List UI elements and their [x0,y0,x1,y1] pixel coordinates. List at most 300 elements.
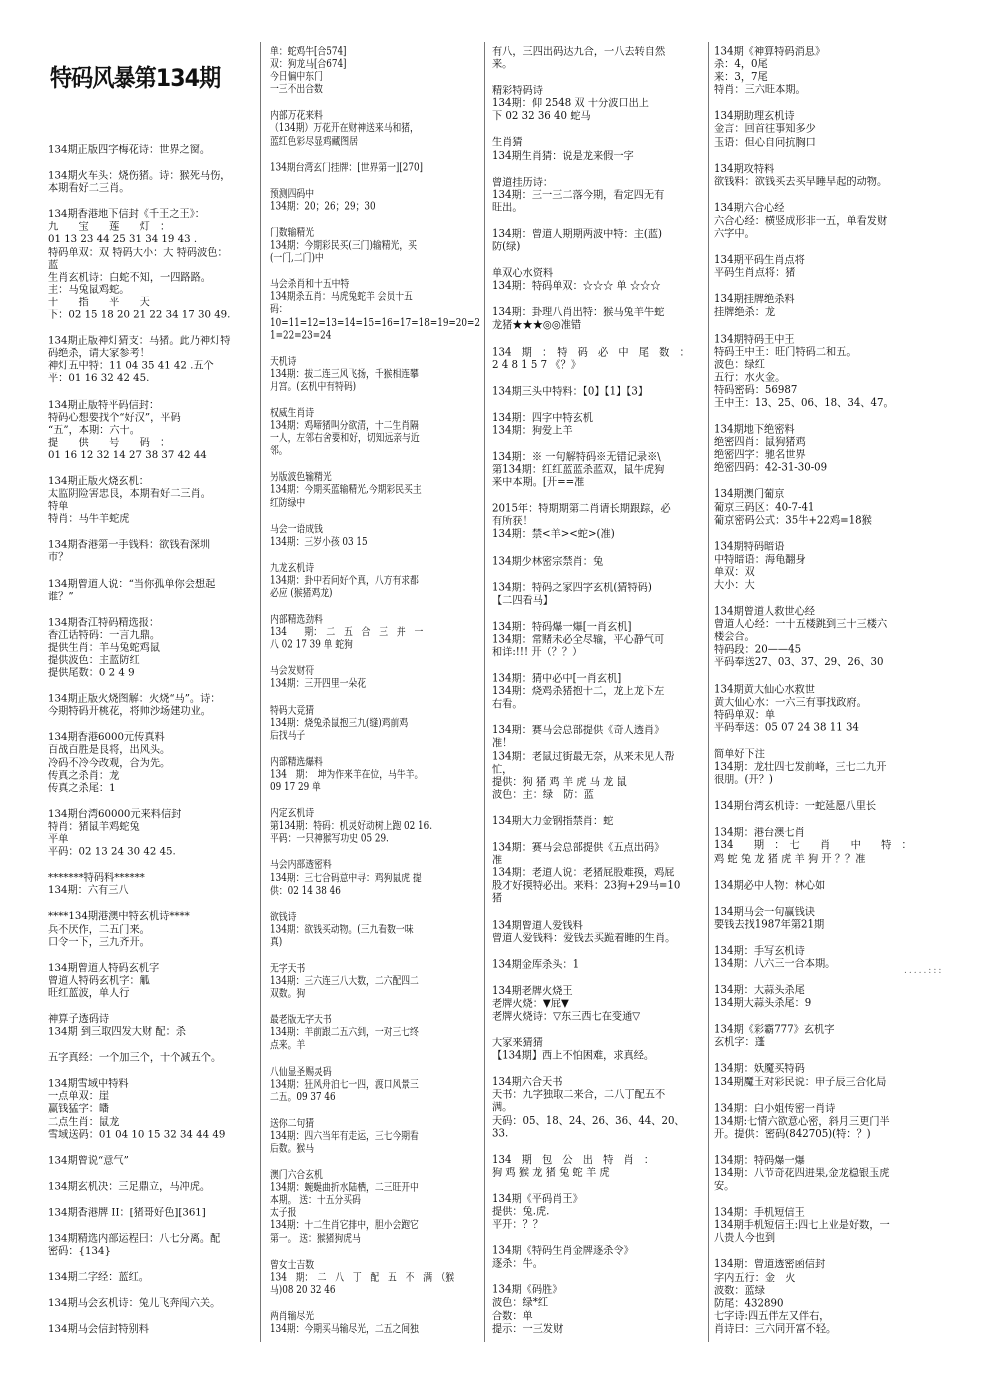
text-block [492,229,704,255]
text-line: 提示：一三发财 [492,1322,564,1335]
text-line: 134期香江特码精选报： [48,616,160,629]
text-block [714,801,928,814]
text-line: 蓝红色彩尽显鸡藏图居 [270,135,359,148]
text-block [714,1207,928,1245]
text-line: 134期：赛马会总部提供《奇人透肖》 [492,725,665,737]
text-line: 平码奉送27、03、37、29、26、30 [714,657,884,669]
text-block [270,227,480,265]
text-line: 134期：三开四里一朵花 [270,678,367,690]
block-gap [270,342,480,356]
text-line: 传真之杀肖：龙 [48,769,120,782]
text-line: 134期大力金钢指禁肖：蛇 [492,815,614,828]
text-block [714,163,928,189]
text-line: 来。 [492,58,513,71]
text-line: 葡京密码公式：35牛+22鸡=18猴 [714,514,872,527]
text-line: 134期曾道人救世心经 [714,605,815,618]
column-3-body [492,46,704,1336]
text-line: 134期正版四字梅花诗：世界之窗。 [48,144,211,156]
text-line: 134期香港6000元传真料 [48,732,165,744]
text-block [714,333,928,410]
text-line: 生肖猜 [492,137,523,149]
block-gap [48,1000,258,1014]
text-line: 【134期】西上不怕困难，求真经。 [492,1050,655,1062]
text-line: 杀：4，0尾 [714,58,768,71]
block-gap [714,1245,928,1259]
text-line: 134期：禁<羊><蛇>(准) [492,528,615,541]
text-line: 马)08 20 32 46 [270,1284,336,1297]
text-block [48,617,258,680]
text-line: 马会杀肖和十五中特 [270,278,350,291]
text-line: 特码心想要找个“好汉”，平码 [48,411,181,424]
block-gap [492,802,704,816]
text-line: 主：马兔鼠鸡蛇。 [48,284,130,296]
text-line: 预测四码中 [270,188,315,200]
text-line: 无字天书 [270,962,306,975]
text-line: 特码单双：双 特码大小：大 特码波色： [48,246,228,258]
block-gap [270,652,480,666]
text-block [48,732,258,795]
text-block [714,1155,928,1193]
text-block [492,1245,704,1271]
text-line: 简单好下注 [714,748,765,761]
text-line: 134 期 ： 七 肖 中 特 ： [714,840,912,852]
block-gap [48,1193,258,1207]
text-line: 134期：今期彩民买(三门)输精光，买 [270,239,417,252]
text-block [492,816,704,829]
block-gap [492,333,704,347]
text-line: 后找马子 [270,730,306,742]
column-2 [270,0,480,1388]
text-line: 下：02 15 18 20 21 22 34 17 30 49. [48,309,231,321]
block-gap [48,386,258,400]
text-line: ****134期港澳中特玄机诗**** [48,911,190,923]
text-line: 134期：妖魔买特码 [714,1063,805,1076]
block-gap [270,458,480,472]
block-gap [270,691,480,705]
text-block [48,144,258,157]
text-line: 今日偏中东门 [270,71,323,83]
text-block [492,177,704,215]
text-block [492,725,704,802]
block-gap [714,932,928,946]
text-line: 五字真经：一个加三个，十个减五个。 [48,1052,222,1064]
text-line: 134期：仰 2548 双 十分波口出上 [492,98,649,110]
text-block [492,582,704,608]
column-divider [484,42,485,1342]
text-line: 送你二句猜 [270,1117,315,1130]
text-line: 特码大竞猜 [270,704,315,717]
text-block [492,555,704,568]
text-line: 134期：今期买蓝输精光,今期彩民买主 [270,484,422,497]
text-line: 来中本期。[开==准 [492,476,585,489]
text-block [714,46,928,97]
text-block [270,46,480,97]
text-line: 134期：曾道人期期两波中特：主(蓝) [492,228,663,241]
block-gap [48,859,258,873]
text-block [270,1118,480,1156]
text-line: 二五。09 37 46 [270,1091,336,1104]
text-line: 蓝 [48,259,59,271]
block-gap [714,735,928,749]
text-line: 134期：八节奇花四进果,金龙稳银玉虎 [714,1167,890,1180]
text-line: 第一。 送：猴猪狗虎马 [270,1232,361,1245]
column-1-body [48,144,258,1336]
text-line: 神灯五中特：11 04 35 41 42 .五个 [48,360,214,373]
text-line: 134期台湾玄门挂牌：[世界第一][270] [270,161,424,174]
block-gap [48,795,258,809]
text-line: 一点单双：崖 [48,1090,110,1103]
text-line: 绝密四码：42-31-30-09 [714,462,828,474]
block-gap [270,949,480,963]
text-line: 波色：主：绿 防：蓝 [492,789,594,801]
text-line: 134期老牌火烧王 [492,985,573,997]
block-gap [492,906,704,920]
text-line: 准！ [492,737,513,750]
text-block [48,808,258,858]
scan-dots-decoration: .....::: [904,966,944,976]
block-gap [270,394,480,408]
text-line: 曾道人爱钱料：爱钱去买跪着睡的生肖。 [492,932,676,944]
block-gap [48,603,258,617]
text-line: 一人，左邻右舍要和好，切知远亲与近 [270,432,420,445]
text-line: 134期：猜中必中[一肖玄机] [492,673,622,685]
text-line: 单双心水资料 [492,267,554,280]
text-line: 很朋。(开？) [714,774,773,786]
block-gap [492,828,704,842]
block-gap [48,1284,258,1298]
text-line: 八贵人今也到 [714,1232,776,1245]
text-line: 134期：拔二连三风飞扬，千猴相连攀 [270,368,419,381]
text-line: 134期：老鼠过街最无奈，从来未见人帮 [492,750,675,763]
text-block [270,562,480,600]
text-line: 冷码不冷今改观，合为先。 [48,757,171,769]
text-line: 码绝杀，请大家参考！ [48,348,150,360]
text-block [714,294,928,320]
block-gap [270,97,480,111]
text-line: 134期金库杀头：1 [492,958,580,971]
text-line: 本期看好二三肖。 [48,182,130,195]
text-line: “五”，本期：六十。 [48,424,140,436]
text-line: 134期黄大仙心水救世 [714,683,815,696]
text-block [48,170,258,195]
text-line: 天机诗 [270,355,297,368]
text-block [492,1193,704,1231]
text-line: 防尾：432890 [714,1297,784,1310]
text-line: 波数：蓝绿 [714,1284,765,1297]
text-line: 绝密四字：驰名世界 [714,449,806,462]
text-line: 提供波色：主蓝防红 [48,654,140,667]
text-line: 波色：绿*红 [492,1297,549,1310]
text-line: 黄大仙心水：一六三有事找政府。 [714,696,867,709]
text-line: 134期：八六三一合本期。 [714,958,836,970]
text-block [48,1155,258,1168]
text-line: 134期：白小姐传密一肖诗 [714,1102,836,1115]
text-line: 134期马会信封特别料 [48,1323,149,1336]
text-block [714,945,928,971]
text-line: 134期：特码之家四字玄机(猜特码) [492,581,652,594]
text-line: 134期：特码单双：☆☆☆ 单 ☆☆☆ [492,280,661,293]
text-block [270,705,480,743]
block-gap [714,1193,928,1207]
text-block [270,472,480,510]
block-gap [492,254,704,268]
text-block [492,346,704,372]
text-line: 134期 到三取四发大财 配：杀 [48,1026,186,1038]
text-line: 134期台湾玄机诗：一蛇延愿八里长 [714,800,877,813]
block-gap [492,607,704,621]
text-block [48,540,258,565]
text-block [48,911,258,949]
text-line: 第134期：红红蓝蓝杀蓝双，鼠牛虎狗 [492,464,665,476]
text-block [48,399,258,462]
text-line: 两肖输尽光 [270,1310,315,1323]
text-line: 真) [270,936,283,949]
block-gap [270,214,480,228]
text-line: 134期《码胜》 [492,1284,563,1297]
text-line: 码： [270,304,288,316]
text-line: 134期正版神灯猜支：马猪。此乃神灯特 [48,335,231,347]
text-line: 赢钱猛字：皤 [48,1103,110,1115]
block-gap [48,897,258,911]
text-line: 2015年：特期期第二肖请长期跟踪，必 [492,503,671,515]
text-block [48,1014,258,1039]
text-line: 玉语：但心自问抗胸口 [714,136,816,149]
text-line: 134期：赛马会总部提供《五点出码》 [492,841,665,854]
block-gap [270,148,480,162]
text-line: 134期手机短信王:四七上业是好数，一 [714,1219,890,1232]
text-line: 134期魔王对彩民说：申子辰三合化局 [714,1076,887,1088]
text-line: 134期曾道人特码玄机字 [48,962,160,974]
block-gap [492,568,704,582]
text-line: 提供生肖：羊马兔蛇鸡鼠 [48,642,161,654]
text-line: 逐杀：牛。 [492,1258,543,1270]
text-line: 口令一下，三九齐开。 [48,936,150,948]
block-gap [492,1180,704,1194]
text-block [270,523,480,548]
text-block [714,879,928,892]
text-line: 134期：曾道透密函信封 [714,1259,826,1271]
text-line: 楼会合。 [714,631,755,644]
block-gap [270,510,480,524]
text-line: 欲钱料：欲钱买去买早睡早起的动物。 [714,175,888,188]
text-line: 134期正版火烧图解：火烧“马”。诗： [48,693,221,705]
block-gap [492,1024,704,1038]
text-block [492,985,704,1023]
text-line: 九龙玄机诗 [270,562,315,574]
text-line: 134期香港第一手钱料：欲钱看深圳 [48,539,211,552]
text-line: 玄机字：蓬 [714,1036,765,1049]
block-gap [48,680,258,694]
text-line: 134期：烧兔杀鼠抱三九(缝)鸡前鸡 [270,717,409,729]
text-line: 后数。猴马 [270,1143,315,1155]
text-block [48,1298,258,1311]
text-block [270,1015,480,1053]
text-block [492,842,704,906]
block-gap [48,1258,258,1272]
text-line: 平开：？？ [492,1218,543,1231]
text-line: 提 供 号 码 ： [48,437,171,449]
text-line: 134期香港牌 II：[猪哥好色][361] [48,1206,206,1219]
text-line: 134期：老道人说：老猪屁股难摸，鸡屁 [492,867,675,880]
text-line: 134期：四六当年有走运，三七今期看 [270,1130,419,1143]
text-line: 安。 [714,1180,735,1193]
text-block [270,1259,480,1297]
text-line: 134期曾道人说：“当你孤单你会想起 [48,578,216,590]
block-gap [492,372,704,386]
text-line: 134期：六有三八 [48,884,129,897]
text-line: 雪域送码：01 04 10 15 32 34 44 49 [48,1128,226,1141]
text-block [48,1233,258,1258]
block-gap [270,794,480,808]
text-line: 内定玄机诗 [270,807,315,820]
text-line: 134期马会一句赢钱诀 [714,906,815,918]
text-line: 134期正版特平码信封： [48,399,160,411]
text-line: 六合心经：横竖成形非一五，单看发财 [714,215,888,227]
text-line: 134期：常赌未必全尽输，平心静气可 [492,633,665,646]
text-block [714,606,928,670]
text-line: 曾道挂历诗： [492,176,554,189]
text-line: 马会一语成钱 [270,523,323,535]
block-gap [714,1141,928,1155]
text-line: 右看。 [492,698,523,711]
text-line: 134期香港地下信封《千王之王》： [48,208,205,221]
text-line: 134期必中人物：林心如 [714,879,826,892]
text-block [492,137,704,163]
text-block [492,268,704,294]
text-block [48,476,258,526]
text-line: 猪 [492,893,503,905]
block-gap [270,1053,480,1067]
text-line: 1=22=23=24 [270,329,332,342]
text-line: 单双：双 [714,566,755,579]
block-gap [270,175,480,189]
block-gap [48,1065,258,1079]
text-line: 绝密四肖：鼠狗猪鸡 [714,436,806,449]
text-block [270,1311,480,1336]
text-block [714,985,928,1011]
text-line: 谁？” [48,590,74,603]
text-line: 平码：02 13 24 30 42 45. [48,846,176,858]
text-line: 134期：羊前跟二五六到，一对三七终 [270,1027,419,1039]
text-block [48,872,258,897]
block-gap [492,659,704,673]
block-gap [492,542,704,556]
text-block [48,578,258,603]
text-line: 龙猪★★★◎◎准错 [492,319,582,332]
column-2-body [270,46,480,1336]
text-line: 134期《特码生肖金牌逐杀令》 [492,1245,634,1258]
text-line: 09 17 29 单 [270,781,321,794]
text-line: 欲钱诗 [270,911,297,923]
block-gap [492,215,704,229]
text-block [492,451,704,489]
text-block [270,408,480,459]
text-line: 满。 [492,1102,513,1114]
block-gap [270,600,480,614]
text-line: 狗 鸡 猴 龙 猪 兔 蛇 羊 虎 [492,1166,610,1179]
text-line: 九 宝 莲 灯 ： [48,221,171,233]
text-line: 平码奉送：05 07 24 38 11 34 [714,722,859,734]
text-line: 【二四看马】 [492,594,554,607]
text-line: 134期《神算特码消息》 [714,46,826,58]
text-line: 134期：鸡啼猪叫分欲清，十二生肖隔 [270,420,419,432]
text-line: 134期：狗爱上羊 [492,424,573,437]
text-block [492,1154,704,1180]
text-line: 134期：三岁小孩 03 15 [270,536,368,548]
block-gap [714,866,928,880]
text-line: 特肖：马牛羊蛇虎 [48,513,130,525]
block-gap [714,814,928,828]
text-line: （134期）万花开在财神送来马和猪， [270,122,419,135]
text-block [48,1052,258,1065]
block-gap [714,189,928,203]
text-line: 提供：兔.虎. [492,1206,550,1218]
text-line: 第134期：特码：机灵好动树上跑 02 16. [270,820,433,833]
block-gap [714,320,928,334]
text-line: 一三不出合数 [270,84,323,96]
text-line: 二点生肖：鼠龙 [48,1116,120,1128]
block-gap [48,322,258,336]
block-gap [270,1104,480,1118]
text-line: 平码生肖点将：猪 [714,267,796,280]
text-line: 134期台湾60000元来料信封 [48,808,182,820]
block-gap [48,195,258,209]
text-line: 134期六合心经 [714,202,785,215]
text-line: 134 期： 二 五 合 三 并 一 [270,626,424,639]
text-line: 权威生肖诗 [270,407,315,420]
text-line: 下 02 32 36 40 蛇马 [492,110,591,123]
text-line: 134期马会玄机诗：兔儿飞奔闯六关。 [48,1297,221,1310]
text-block [492,85,704,123]
text-line: 134 期 ： 特 码 必 中 尾 数 ： [492,346,690,358]
text-line: 平码：一只神猴写功史 05 29. [270,833,389,845]
text-block [492,1037,704,1063]
text-line: 防(绿) [492,241,521,253]
text-line: 要钱去找1987年第21期 [714,918,825,931]
text-line: 平单 [48,833,69,846]
column-divider [708,42,709,1342]
text-block [714,684,928,735]
text-line: 特肖：三六旺本期。 [714,84,806,97]
text-block [270,860,480,898]
text-line: 134期：三一三二落今期，看定四无有 [492,189,665,201]
text-block [492,386,704,399]
text-line: 01 13 23 44 25 31 34 19 43 . [48,233,198,246]
text-line: 134期雪域中特料 [48,1078,129,1090]
text-line: 旺出。 [492,202,523,214]
block-gap [270,549,480,563]
text-line: *******特码料****** [48,872,145,884]
text-block [270,808,480,846]
text-line: 曾女士吉数 [270,1259,315,1271]
text-line: 134期杀五肖：马虎兔蛇羊 会员十五 [270,291,413,304]
text-block [714,489,928,527]
text-line: 134期攻特料 [714,163,775,175]
text-line: 134期助理玄机诗 [714,110,795,123]
block-gap [714,280,928,294]
text-line: 134期：特码爆一爆 [714,1154,805,1167]
text-block [714,541,928,592]
text-line: 10=11=12=13=14=15=16=17=18=19=20=2 [270,316,480,329]
text-line: 134期挂牌绝杀料 [714,293,795,306]
text-block [48,1181,258,1194]
text-line: 134 期： 二 八 丁 配 五 不 满 （猴 [270,1271,455,1284]
text-block [48,1207,258,1220]
text-line: 马会发财符 [270,665,315,678]
text-line: 134期六合天书 [492,1076,563,1089]
block-gap [714,787,928,801]
text-line: 红防绿中 [270,497,306,509]
